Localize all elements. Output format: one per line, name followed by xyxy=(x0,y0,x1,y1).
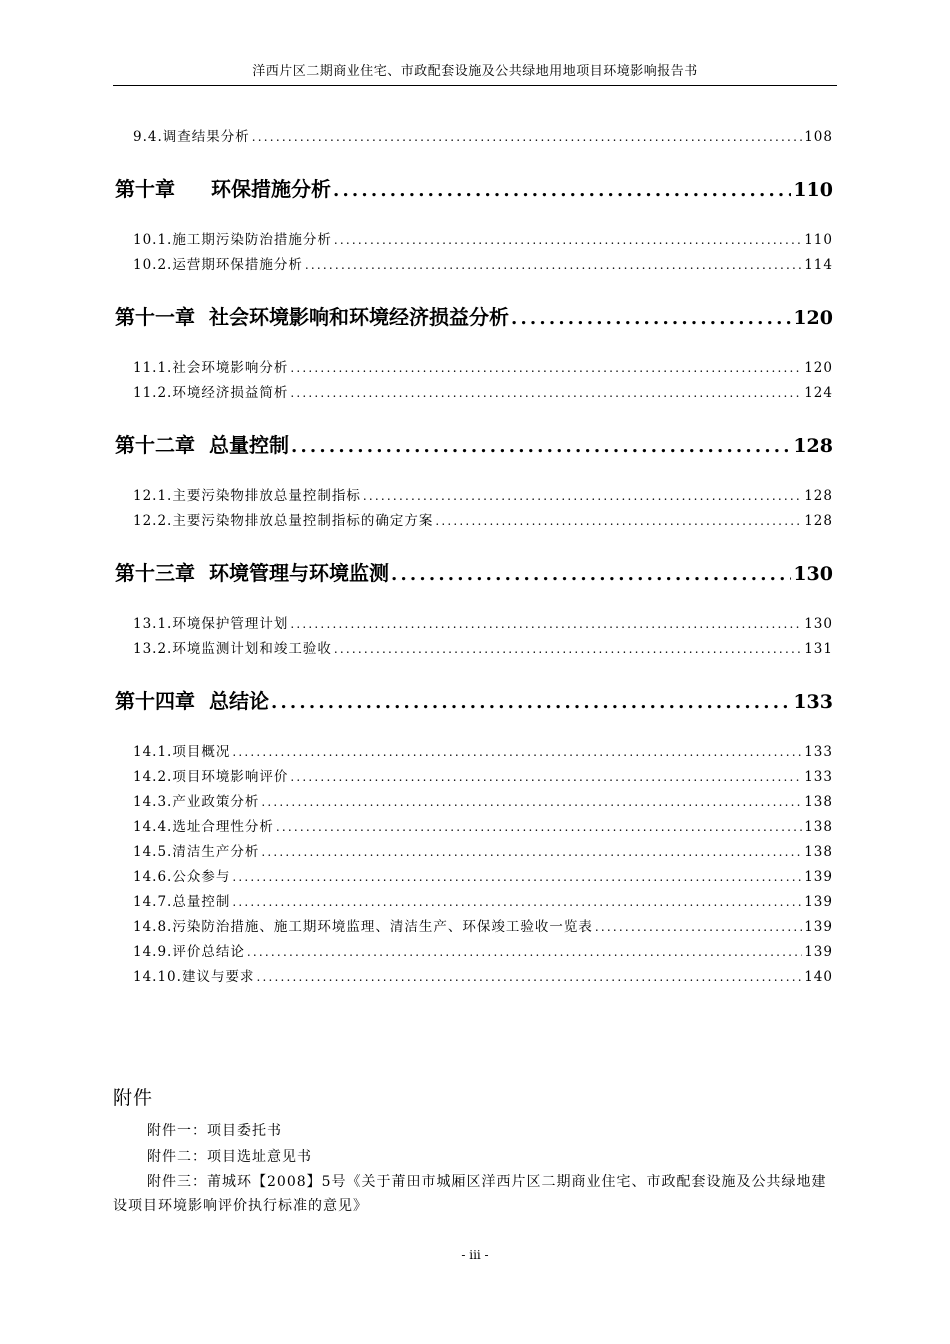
toc-chapter-title: 总量控制 xyxy=(209,433,289,457)
toc-section-title: 主要污染物排放总量控制指标 xyxy=(172,488,361,504)
toc-section-14-5[interactable] xyxy=(113,840,833,865)
toc-chapter-title: 环保措施分析 xyxy=(211,177,331,201)
toc-page-number: 108 xyxy=(804,129,833,145)
toc-page-number: 110 xyxy=(804,232,833,248)
toc-section-title: 主要污染物排放总量控制指标的确定方案 xyxy=(172,513,434,529)
toc-section-12-1[interactable] xyxy=(113,484,833,509)
toc-section-number: 11.1. xyxy=(133,360,173,376)
toc-section-number: 14.6. xyxy=(133,869,173,885)
toc-page-number: 130 xyxy=(804,616,833,632)
dot-leader xyxy=(334,233,802,247)
toc-page-number: 139 xyxy=(804,919,833,935)
dot-leader xyxy=(391,564,791,585)
toc-section-14-4[interactable] xyxy=(113,815,833,840)
toc-chapter-title: 总结论 xyxy=(209,689,269,713)
table-of-contents xyxy=(113,125,833,990)
toc-page-number: 128 xyxy=(804,488,833,504)
toc-section-title: 产业政策分析 xyxy=(172,794,260,810)
toc-section-title: 社会环境影响分析 xyxy=(172,360,289,376)
toc-page-number: 110 xyxy=(793,179,833,201)
toc-section-10-2[interactable] xyxy=(113,253,833,278)
toc-section-title: 施工期污染防治措施分析 xyxy=(172,232,332,248)
toc-page-number: 138 xyxy=(804,794,833,810)
toc-section-number: 14.4. xyxy=(133,819,173,835)
toc-page-number: 133 xyxy=(804,769,833,785)
dot-leader xyxy=(291,436,791,457)
toc-page-number: 139 xyxy=(804,944,833,960)
dot-leader xyxy=(363,489,802,503)
page-number: - iii - xyxy=(461,1248,489,1262)
toc-page-number: 130 xyxy=(793,563,833,585)
toc-chapter-number: 第十章 xyxy=(115,177,175,201)
toc-page-number: 133 xyxy=(793,691,833,713)
toc-section-14-3[interactable] xyxy=(113,790,833,815)
toc-section-number: 13.1. xyxy=(133,616,173,632)
toc-section-14-2[interactable] xyxy=(113,765,833,790)
toc-section-title: 污染防治措施、施工期环境监理、清洁生产、环保竣工验收一览表 xyxy=(172,919,593,935)
toc-section-number: 14.8. xyxy=(133,919,173,935)
toc-section-title: 公众参与 xyxy=(172,869,231,885)
toc-section-number: 9.4. xyxy=(133,129,163,145)
toc-section-title: 项目环境影响评价 xyxy=(172,769,289,785)
dot-leader xyxy=(276,820,802,834)
dot-leader xyxy=(595,920,802,934)
dot-leader xyxy=(247,945,802,959)
toc-page-number: 114 xyxy=(804,257,833,273)
toc-section-title: 环境经济损益简析 xyxy=(172,385,289,401)
toc-page-number: 138 xyxy=(804,819,833,835)
toc-section-number: 14.5. xyxy=(133,844,173,860)
dot-leader xyxy=(256,970,802,984)
toc-section-14-1[interactable] xyxy=(113,740,833,765)
toc-section-14-6[interactable] xyxy=(113,865,833,890)
toc-section-title: 环境监测计划和竣工验收 xyxy=(172,641,332,657)
toc-section-title: 清洁生产分析 xyxy=(172,844,260,860)
dot-leader xyxy=(261,845,802,859)
toc-section-number: 14.3. xyxy=(133,794,173,810)
toc-chapter-13[interactable] xyxy=(113,557,833,594)
toc-chapter-number: 第十一章 xyxy=(115,305,195,329)
dot-leader xyxy=(252,130,802,144)
toc-chapter-12[interactable] xyxy=(113,429,833,466)
dot-leader xyxy=(305,258,802,272)
toc-section-number: 11.2. xyxy=(133,385,173,401)
toc-page-number: 131 xyxy=(804,641,833,657)
toc-chapter-title: 环境管理与环境监测 xyxy=(209,561,389,585)
toc-section-number: 14.7. xyxy=(133,894,173,910)
toc-chapter-number: 第十三章 xyxy=(115,561,195,585)
toc-section-13-2[interactable] xyxy=(113,637,833,662)
toc-page-number: 124 xyxy=(804,385,833,401)
toc-section-11-1[interactable] xyxy=(113,356,833,381)
toc-section-number: 10.2. xyxy=(133,257,173,273)
dot-leader xyxy=(261,795,802,809)
toc-section-title: 项目概况 xyxy=(172,744,231,760)
toc-section-9-4[interactable] xyxy=(113,125,833,150)
toc-section-12-2[interactable] xyxy=(113,509,833,534)
toc-chapter-number: 第十二章 xyxy=(115,433,195,457)
toc-section-title: 建议与要求 xyxy=(181,969,255,985)
dot-leader xyxy=(232,745,802,759)
dot-leader xyxy=(290,770,802,784)
toc-page-number: 133 xyxy=(804,744,833,760)
toc-chapter-title: 社会环境影响和环境经济损益分析 xyxy=(209,305,509,329)
appendix-item-1[interactable]: 附件一：项目委托书 xyxy=(147,1123,282,1139)
appendix-item-2[interactable]: 附件二：项目选址意见书 xyxy=(147,1149,312,1165)
toc-section-11-2[interactable] xyxy=(113,381,833,406)
toc-section-14-8[interactable] xyxy=(113,915,833,940)
toc-section-title: 环境保护管理计划 xyxy=(172,616,289,632)
toc-section-title: 运营期环保措施分析 xyxy=(172,257,303,273)
dot-leader xyxy=(271,692,791,713)
toc-page-number: 120 xyxy=(804,360,833,376)
toc-section-number: 12.1. xyxy=(133,488,173,504)
dot-leader xyxy=(290,617,802,631)
toc-page-number: 128 xyxy=(804,513,833,529)
toc-section-title: 总量控制 xyxy=(172,894,231,910)
dot-leader xyxy=(511,308,791,329)
dot-leader xyxy=(232,870,802,884)
toc-page-number: 139 xyxy=(804,894,833,910)
toc-section-14-10[interactable] xyxy=(113,965,833,990)
toc-page-number: 128 xyxy=(793,435,833,457)
toc-section-number: 14.10. xyxy=(133,969,182,985)
toc-page-number: 138 xyxy=(804,844,833,860)
header-rule xyxy=(113,85,837,86)
dot-leader xyxy=(232,895,802,909)
toc-section-title: 评价总结论 xyxy=(172,944,245,960)
toc-page-number: 120 xyxy=(793,307,833,329)
toc-section-14-9[interactable] xyxy=(113,940,833,965)
appendix-heading: 附件 xyxy=(113,1087,154,1109)
dot-leader xyxy=(435,514,802,528)
toc-chapter-11[interactable] xyxy=(113,301,833,338)
toc-section-title: 调查结果分析 xyxy=(162,129,250,145)
toc-section-10-1[interactable] xyxy=(113,228,833,253)
toc-chapter-number: 第十四章 xyxy=(115,689,195,713)
dot-leader xyxy=(333,180,791,201)
toc-section-number: 10.1. xyxy=(133,232,173,248)
toc-page-number: 140 xyxy=(804,969,833,985)
running-header: 洋西片区二期商业住宅、市政配套设施及公共绿地用地项目环境影响报告书 xyxy=(252,64,698,79)
dot-leader xyxy=(290,386,802,400)
appendix-item-3[interactable]: 附件三：莆城环【2008】5号《关于莆田市城厢区洋西片区二期商业住宅、市政配套设施及公共绿地建设项目环境影响评价执行标准的意见》 xyxy=(113,1174,827,1214)
toc-section-13-1[interactable] xyxy=(113,612,833,637)
toc-section-number: 14.9. xyxy=(133,944,173,960)
toc-section-number: 12.2. xyxy=(133,513,173,529)
dot-leader xyxy=(334,642,802,656)
toc-section-14-7[interactable] xyxy=(113,890,833,915)
toc-section-number: 14.1. xyxy=(133,744,173,760)
toc-chapter-14[interactable] xyxy=(113,685,833,722)
toc-section-number: 13.2. xyxy=(133,641,173,657)
toc-page-number: 139 xyxy=(804,869,833,885)
dot-leader xyxy=(290,361,802,375)
toc-section-number: 14.2. xyxy=(133,769,173,785)
toc-section-title: 选址合理性分析 xyxy=(172,819,274,835)
toc-chapter-10[interactable] xyxy=(113,173,833,210)
